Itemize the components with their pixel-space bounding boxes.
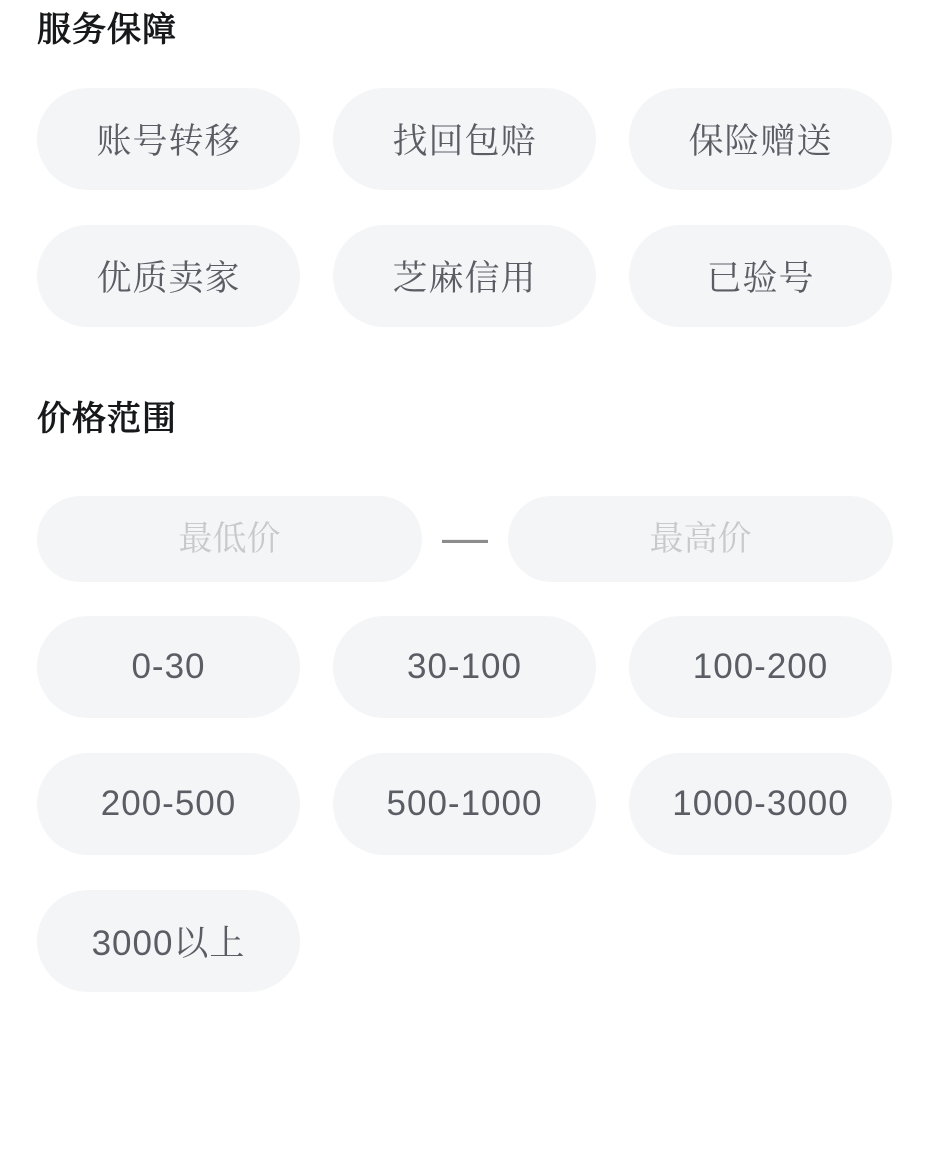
service-option-pill[interactable]	[333, 225, 596, 327]
price-range-pill[interactable]	[629, 753, 892, 855]
pill-label: 200-500	[100, 784, 237, 823]
price-range-pill[interactable]	[333, 616, 596, 718]
price-range-grid	[37, 616, 893, 992]
price-range-pill[interactable]	[37, 616, 300, 718]
pill-label: 0-30	[131, 647, 206, 686]
service-option-pill[interactable]	[37, 88, 300, 190]
pill-label: 500-1000	[386, 784, 543, 823]
price-range-separator: —	[442, 511, 488, 563]
pill-label: 账号转移	[96, 122, 241, 161]
pill-label: 已验号	[706, 259, 815, 298]
service-option-pill[interactable]	[37, 225, 300, 327]
price-range-section	[37, 397, 893, 992]
pill-label: 优质卖家	[96, 259, 241, 298]
service-guarantee-section	[37, 8, 893, 327]
min-price-input[interactable]	[37, 496, 422, 582]
price-input-row	[37, 496, 893, 582]
pill-label: 找回包赔	[392, 122, 537, 161]
service-option-pill[interactable]	[629, 225, 892, 327]
max-price-input[interactable]	[508, 496, 893, 582]
price-range-pill[interactable]	[37, 890, 300, 992]
pill-label: 3000以上	[91, 924, 246, 963]
service-option-pill[interactable]	[629, 88, 892, 190]
service-options-grid	[37, 88, 893, 327]
pill-label: 芝麻信用	[392, 259, 537, 298]
pill-label: 保险赠送	[688, 122, 833, 161]
service-section-title: 服务保障	[37, 11, 177, 49]
price-range-pill[interactable]	[333, 753, 596, 855]
service-option-pill[interactable]	[333, 88, 596, 190]
pill-label: 30-100	[407, 647, 522, 686]
pill-label: 100-200	[692, 647, 829, 686]
price-range-pill[interactable]	[629, 616, 892, 718]
price-section-title: 价格范围	[37, 400, 177, 438]
pill-label: 1000-3000	[672, 784, 849, 823]
price-range-pill[interactable]	[37, 753, 300, 855]
